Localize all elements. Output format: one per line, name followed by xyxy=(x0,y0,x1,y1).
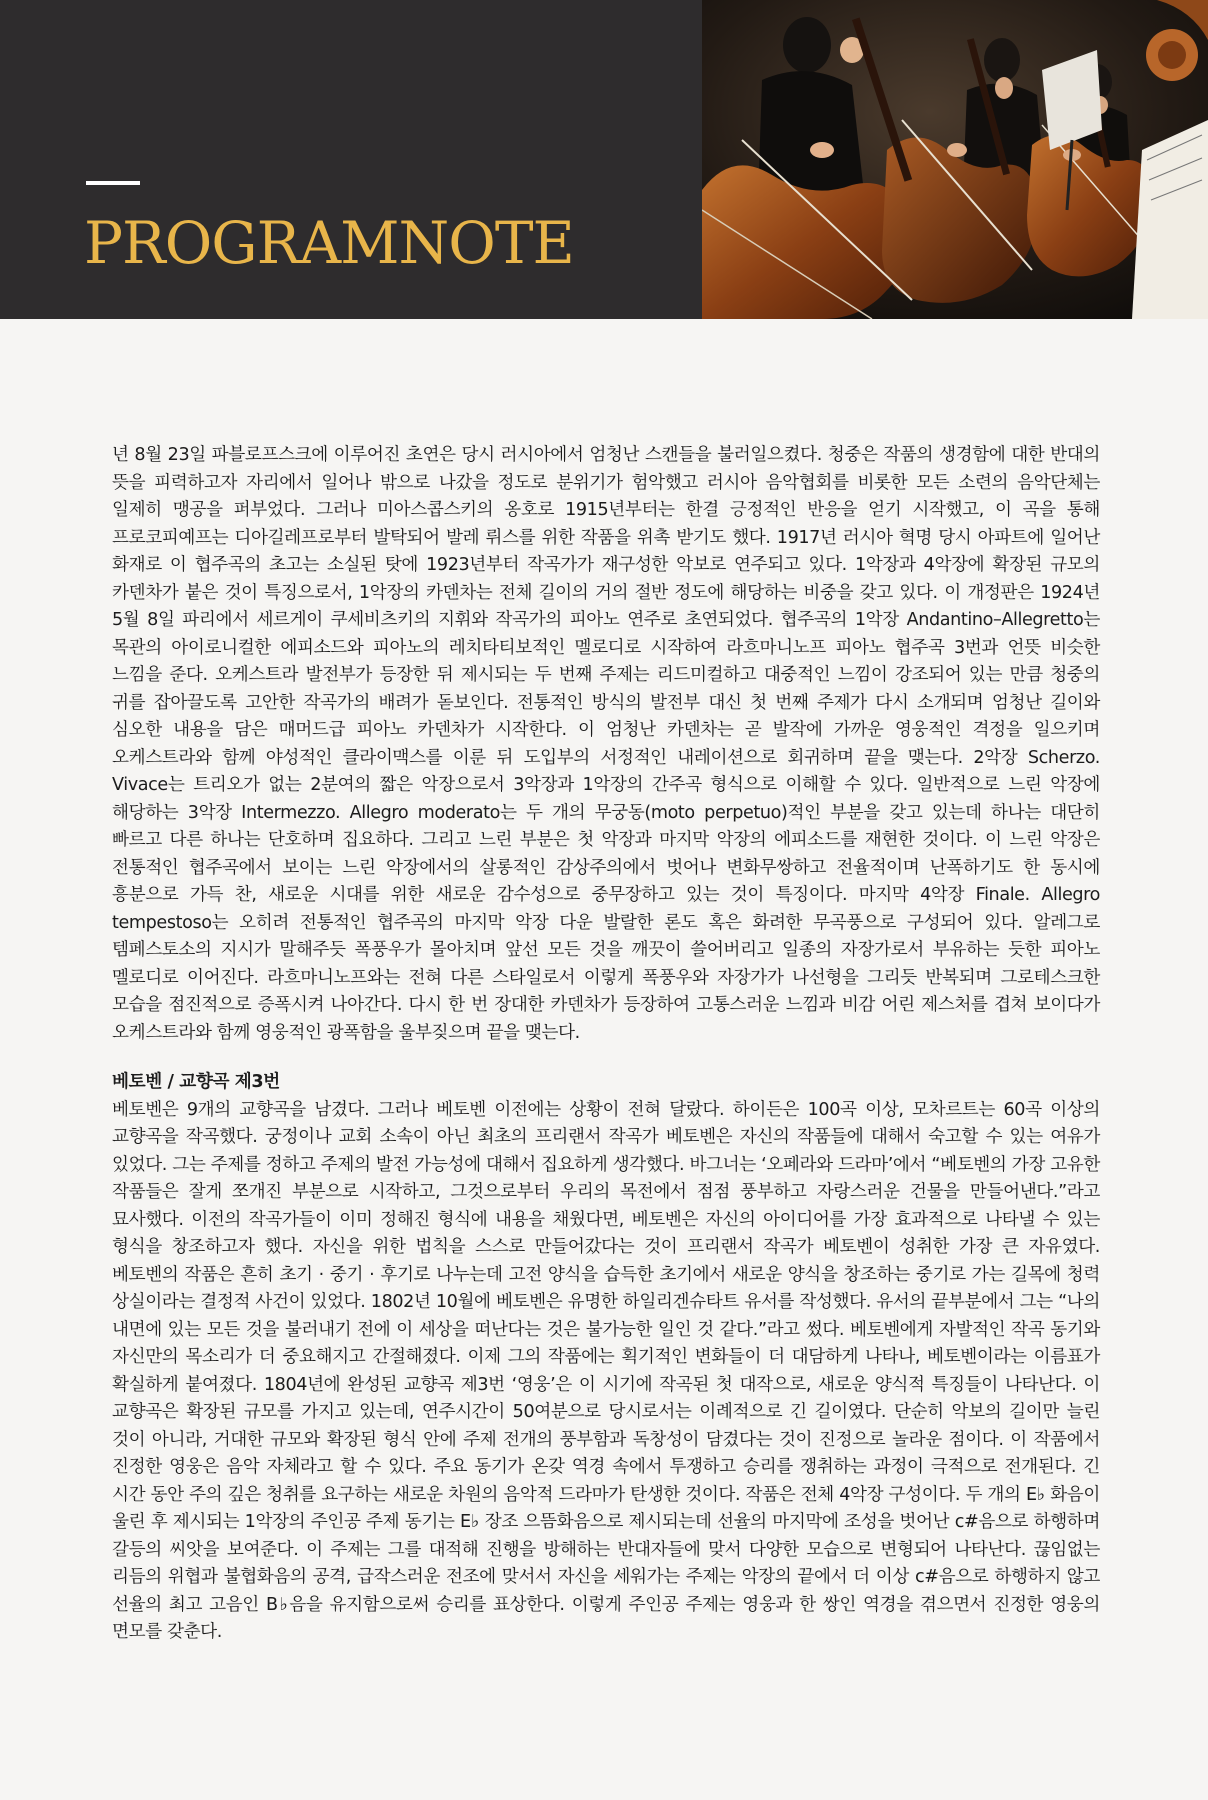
beethoven-symphony-paragraph: 베토벤은 9개의 교향곡을 남겼다. 그러나 베토벤 이전에는 상황이 전혀 달랐다. 하이든은 100곡 이상, 모차르트는 60곡 이상의 교향곡을 작곡했다. 궁정이나 교회 소속이 아닌 최초의 프리랜서 작곡가 베토벤은 자신의 작품들에 대해서 숙고할 수 있는 여유가 있었다. 그는 주제를 정하고 주제의 발전 가능성에 대해서 집요하게 생각했다. 바그너는 ‘오페라와 드라마’에서 “베토벤의 가장 고유한 작품들은 잘게 쪼개진 부분으로 시작하고, 그것으로부터 우리의 목전에서 점점 풍부하고 자랑스러운 건물을 만들어낸다.”라고 묘사했다. 이전의 작곡가들이 이미 정해진 형식에 내용을 채웠다면, 베토벤은 자신의 아이디어를 가장 효과적으로 나타낼 수 있는 형식을 창조하고자 했다. 자신을 위한 법칙을 스스로 만들어갔다는 것이 프리랜서 작곡가 베토벤이 성취한 가장 큰 자유였다. 베토벤의 작품은 흔히 초기 · 중기 · 후기로 나누는데 고전 양식을 습득한 초기에서 새로운 양식을 창조하는 중기로 가는 길목에 청력 상실이라는 결정적 사건이 있었다. 1802년 10월에 베토벤은 유명한 하일리겐슈타트 유서를 작성했다. 유서의 끝부분에서 그는 “나의 내면에 있는 모든 것을 불러내기 전에 이 세상을 떠난다는 것은 불가능한 일인 것 같다.”라고 썼다. 베토벤에게 자발적인 작곡 동기와 자신만의 목소리가 더 중요해지고 간절해졌다. 이제 그의 작품에는 획기적인 변화들이 더 대담하게 나타나, 베토벤이라는 이름표가 확실하게 붙여졌다. 1804년에 완성된 교향곡 제3번 ‘영웅’은 이 시기에 작곡된 첫 대작으로, 새로운 양식적 특징들이 나타난다. 이 교향곡은 확장된 규모를 가지고 있는데, 연주시간이 50여분으로 당시로서는 이례적으로 긴 길이였다. 단순히 악보의 길이만 늘린 것이 아니라, 거대한 규모와 확장된 형식 안에 주제 전개의 풍부함과 독창성이 담겼다는 것이 진정으로 놀라운 점이다. 이 작품에서 진정한 영웅은 음악 자체라고 할 수 있다. 주요 동기가 온갖 역경 속에서 투쟁하고 승리를 쟁취하는 과정이 극적으로 전개된다. 긴 시간 동안 주의 깊은 청취를 요구하는 새로운 차원의 음악적 드라마가 탄생한 것이다. 작품은 전체 4악장 구성이다. 두 개의 E♭ 화음이 울린 후 제시되는 1악장의 주인공 주제 동기는 E♭ 장조 으뜸화음으로 제시되는데 선율의 마지막에 조성을 벗어난 c#음으로 하행하며 갈등의 씨앗을 보여준다. 이 주제는 그를 대적해 진행을 방해하는 반대자들에 맞서 다양한 모습으로 변형되어 나타난다. 끊임없는 리듬의 위협과 불협화음의 공격, 급작스러운 전조에 맞서서 자신을 세워가는 주제는 악장의 끝에서 더 이상 c#음으로 하행하지 않고 선율의 최고 고음인 B♭음을 유지함으로써 승리를 표상한다. 이렇게 주인공 주제는 영웅과 한 쌍인 역경을 겪으면서 진정한 영웅의 면모를 갖춘다. xyxy=(112,1099,1100,1642)
prokofiev-concerto-paragraph: 년 8월 23일 파블로프스크에 이루어진 초연은 당시 러시아에서 엄청난 스캔들을 불러일으켰다. 청중은 작품의 생경함에 대한 반대의 뜻을 피력하고자 자리에서 일어나 밖으로 나갔을 정도로 분위기가 험악했고 러시아 음악협회를 비롯한 모든 소련의 음악단체는 일제히 맹공을 퍼부었다. 그러나 미아스콥스키의 옹호로 1915년부터는 한결 긍정적인 반응을 얻기 시작했고, 이 곡을 통해 프로코피예프는 디아길레프로부터 발탁되어 발레 뤼스를 위한 작품을 위촉 받기도 했다. 1917년 러시아 혁명 당시 아파트에 일어난 화재로 이 협주곡의 초고는 소실된 탓에 1923년부터 작곡가가 재구성한 악보로 연주되고 있다. 1악장과 4악장에 확장된 규모의 카덴차가 붙은 것이 특징으로서, 1악장의 카덴차는 전체 길이의 거의 절반 정도에 해당하는 비중을 갖고 있다. 이 개정판은 1924년 5월 8일 파리에서 세르게이 쿠세비츠키의 지휘와 작곡가의 피아노 연주로 초연되었다. 협주곡의 1악장 Andantino–Allegretto는 목관의 아이로니컬한 에피소드와 피아노의 레치타티보적인 멜로디로 시작하여 라흐마니노프 피아노 협주곡 3번과 언뜻 비슷한 느낌을 준다. 오케스트라 발전부가 등장한 뒤 제시되는 두 번째 주제는 리드미컬하고 대중적인 느낌이 강조되어 있는 만큼 청중의 귀를 잡아끌도록 고안한 작곡가의 배려가 돋보인다. 전통적인 방식의 발전부 대신 첫 번째 주제가 다시 소개되며 엄청난 길이와 심오한 내용을 담은 매머드급 피아노 카덴차가 시작한다. 이 엄청난 카덴차는 곧 발작에 가까운 영웅적인 격정을 일으키며 오케스트라와 함께 야성적인 클라이맥스를 이룬 뒤 도입부의 서정적인 내레이션으로 회귀하며 끝을 맺는다. 2악장 Scherzo. Vivace는 트리오가 없는 2분여의 짧은 악장으로서 3악장과 1악장의 간주곡 형식으로 이해할 수 있다. 일반적으로 느린 악장에 해당하는 3악장 Intermezzo. Allegro moderato는 두 개의 무궁동(moto perpetuo)적인 부분을 갖고 있는데 하나는 대단히 빠르고 다른 하나는 단호하며 집요하다. 그리고 느린 부분은 첫 악장과 마지막 악장의 에피소드를 재현한 것이다. 이 느린 악장은 전통적인 협주곡에서 보이는 느린 악장에서의 살롱적인 감상주의에서 벗어나 변화무쌍하고 전율적이며 난폭하기도 한 동시에 흥분으로 가득 찬, 새로운 시대를 위한 새로운 감수성으로 중무장하고 있는 것이 특징이다. 마지막 4악장 Finale. Allegro tempestoso는 오히려 전통적인 협주곡의 마지막 악장 다운 발랄한 론도 혹은 화려한 무곡풍으로 구성되어 있다. 알레그로 템페스토소의 지시가 말해주듯 폭풍우가 몰아치며 앞선 모든 것을 깨끗이 쓸어버리고 일종의 자장가로서 부유하는 듯한 피아노 멜로디로 이어진다. 라흐마니노프와는 전혀 다른 스타일로서 이렇게 폭풍우와 자장가가 나선형을 그리듯 반복되며 그로테스크한 모습을 점진적으로 증폭시켜 나아간다. 다시 한 번 장대한 카덴차가 등장하여 고통스러운 느낌과 비감 어린 제스처를 겹쳐 보이다가 오케스트라와 함께 영웅적인 광폭함을 울부짖으며 끝을 맺는다. xyxy=(112,445,1100,1043)
title-rule xyxy=(86,181,140,185)
section-heading-beethoven: 베토벤 / 교향곡 제3번 xyxy=(112,1072,280,1092)
header-banner xyxy=(0,0,1208,319)
orchestra-double-bass-section-photo xyxy=(702,0,1208,319)
program-note-body xyxy=(112,442,1100,1647)
page-title: PROGRAMNOTE xyxy=(84,209,574,277)
